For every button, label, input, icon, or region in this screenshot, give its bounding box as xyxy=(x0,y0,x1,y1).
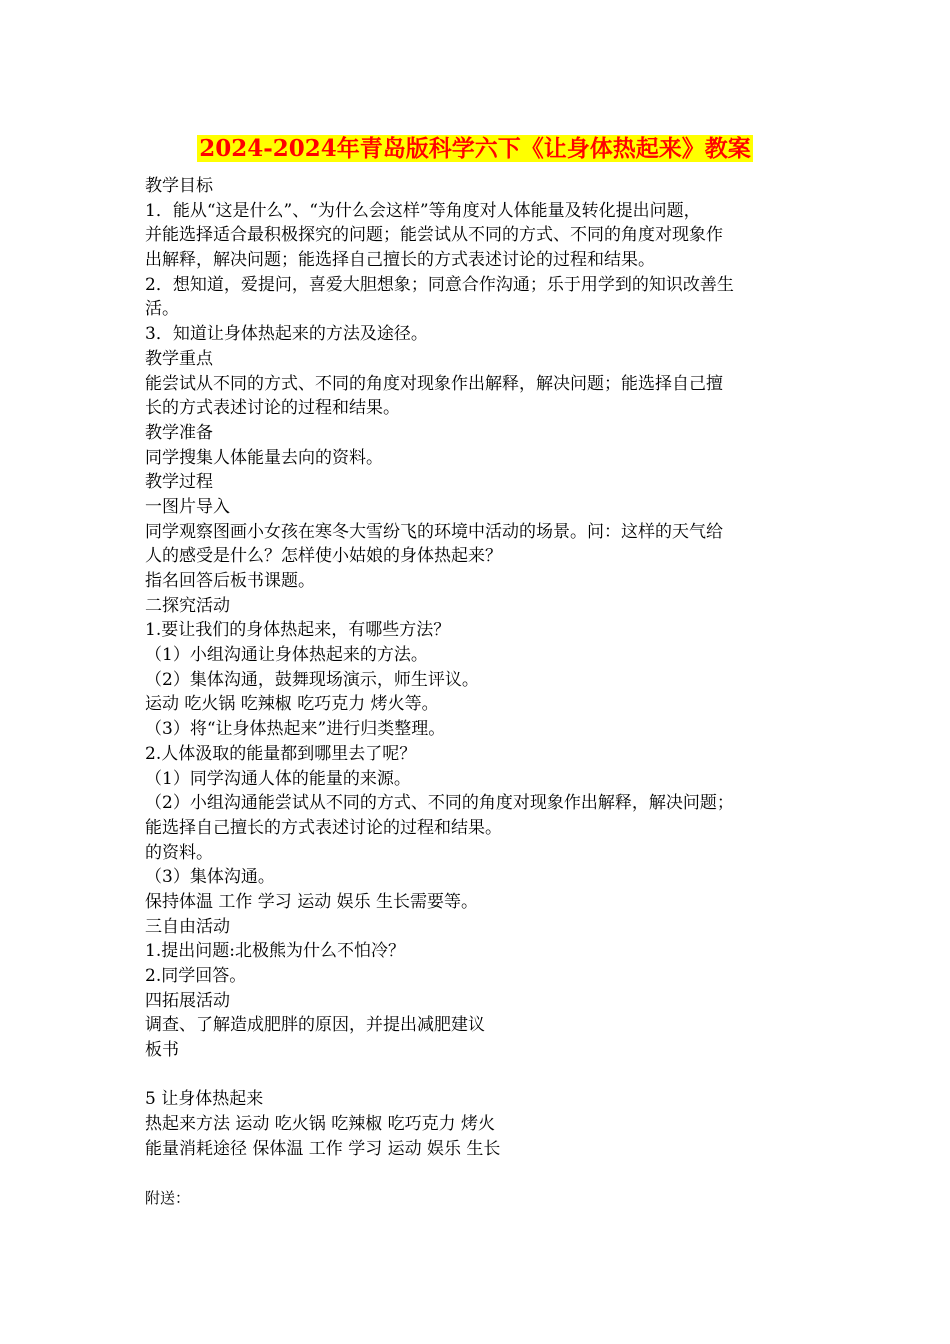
text-line: 教学准备 xyxy=(145,422,213,443)
text-line: 出解释，解决问题；能选择自己擅长的方式表述讨论的过程和结果。 xyxy=(145,250,655,271)
text-line: 指名回答后板书课题。 xyxy=(145,571,315,591)
text-line: （1）小组沟通让身体热起来的方法。 xyxy=(145,645,428,666)
text-line: 能量消耗途径 保体温 工作 学习 运动 娱乐 生长 xyxy=(145,1138,501,1159)
text-line: 活。 xyxy=(145,299,179,320)
text-line: 能尝试从不同的方式、不同的角度对现象作出解释，解决问题；能选择自己擅 xyxy=(145,373,723,394)
text-line: 保持体温 工作 学习 运动 娱乐 生长需要等。 xyxy=(145,891,479,912)
text-line: 板书 xyxy=(145,1040,179,1061)
text-line: 1.要让我们的身体热起来，有哪些方法？ xyxy=(145,620,451,641)
text-line: （3）集体沟通。 xyxy=(145,867,275,888)
text-line: 一图片导入 xyxy=(145,496,230,517)
text-line: （3）将“让身体热起来”进行归类整理。 xyxy=(145,719,446,740)
text-line: 人的感受是什么？怎样使小姑娘的身体热起来？ xyxy=(145,546,502,567)
text-line: 的资料。 xyxy=(145,842,213,863)
text-line: 长的方式表述讨论的过程和结果。 xyxy=(145,398,400,419)
text-line: 教学目标 xyxy=(145,176,213,196)
footer-note: 附送： xyxy=(145,1188,191,1207)
text-line: 热起来方法 运动 吃火锅 吃辣椒 吃巧克力 烤火 xyxy=(145,1114,496,1135)
document-title-text: 2024-2024年青岛版科学六下《让身体热起来》教案 xyxy=(199,135,751,162)
text-line: 调查、了解造成肥胖的原因，并提出减肥建议 xyxy=(145,1015,485,1036)
text-line: 1.提出问题:北极熊为什么不怕冷？ xyxy=(145,941,405,962)
text-line: 同学搜集人体能量去向的资料。 xyxy=(145,447,383,468)
text-line: 能选择自己擅长的方式表述讨论的过程和结果。 xyxy=(145,817,502,838)
text-line: （2）集体沟通，鼓舞现场演示，师生评议。 xyxy=(145,669,479,690)
text-line: 运动 吃火锅 吃辣椒 吃巧克力 烤火等。 xyxy=(145,694,439,715)
text-line: 三自由活动 xyxy=(145,916,230,937)
document-body xyxy=(145,174,815,1210)
document-title xyxy=(0,134,950,164)
text-line: 教学重点 xyxy=(145,348,213,369)
text-line: 同学观察图画小女孩在寒冬大雪纷飞的环境中活动的场景。问：这样的天气给 xyxy=(145,521,723,542)
text-line: 教学过程 xyxy=(145,472,213,493)
text-line: （1）同学沟通人体的能量的来源。 xyxy=(145,768,411,789)
text-line: 2.同学回答。 xyxy=(145,966,247,986)
text-line: 1．能从“这是什么”、“为什么会这样”等角度对人体能量及转化提出问题， xyxy=(145,200,701,221)
text-line: 2．想知道，爱提问，喜爱大胆想象；同意合作沟通；乐于用学到的知识改善生 xyxy=(145,274,734,295)
text-line: 四拓展活动 xyxy=(145,990,230,1011)
text-line: 2.人体汲取的能量都到哪里去了呢？ xyxy=(145,743,417,764)
text-line: 并能选择适合最积极探究的问题；能尝试从不同的方式、不同的角度对现象作 xyxy=(145,225,723,246)
text-line: （2）小组沟通能尝试从不同的方式、不同的角度对现象作出解释，解决问题； xyxy=(145,793,734,814)
text-line: 二探究活动 xyxy=(145,595,230,616)
text-line: 3．知道让身体热起来的方法及途径。 xyxy=(145,324,428,345)
text-line: 5 让身体热起来 xyxy=(145,1089,264,1110)
text-line xyxy=(145,1063,815,1088)
